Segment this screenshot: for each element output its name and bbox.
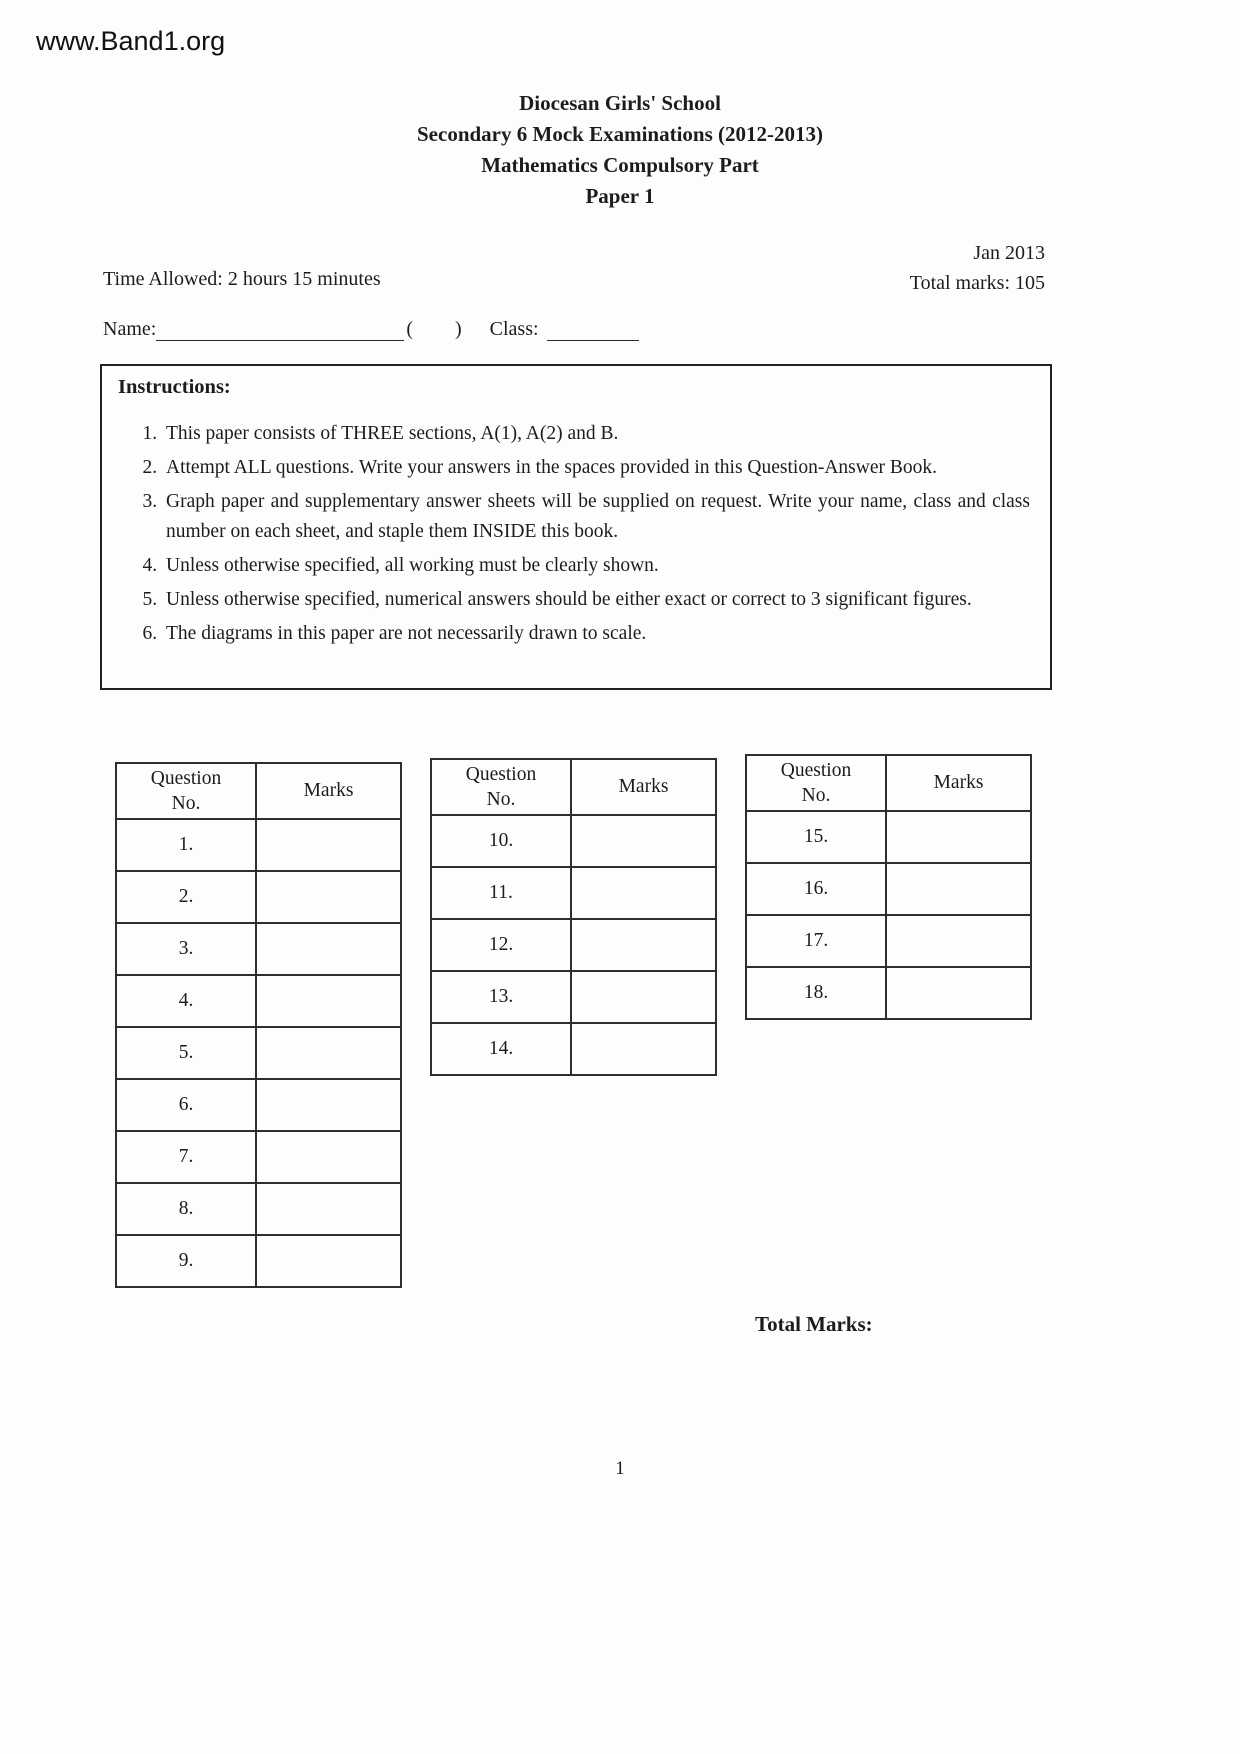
marks-cell — [886, 915, 1031, 967]
exam-meta — [910, 238, 1045, 298]
class-blank — [547, 319, 639, 341]
question-no-cell: 5. — [116, 1027, 256, 1079]
exam-date: Jan 2013 — [973, 242, 1045, 264]
marks-header: Marks — [886, 755, 1031, 811]
instruction-item: 2. Attempt ALL questions. Write your answers in the spaces provided in this Question-Answer Book. — [162, 453, 1030, 483]
table-row — [431, 919, 716, 971]
school-name: Diocesan Girls' School — [519, 91, 721, 115]
question-no-cell: 15. — [746, 811, 886, 863]
question-no-cell: 8. — [116, 1183, 256, 1235]
table-row — [116, 819, 401, 871]
table-row — [746, 967, 1031, 1019]
table-row — [116, 923, 401, 975]
question-no-cell: 18. — [746, 967, 886, 1019]
marks-cell — [256, 1027, 401, 1079]
instructions-box — [100, 364, 1052, 690]
question-no-cell: 10. — [431, 815, 571, 867]
exam-header — [0, 88, 1240, 212]
question-no-header: Question No. — [431, 759, 571, 815]
question-no-cell: 11. — [431, 867, 571, 919]
marks-table-3 — [745, 754, 1032, 1020]
paper-title: Paper 1 — [585, 184, 655, 208]
total-marks-info: Total marks: 105 — [909, 272, 1045, 294]
marks-cell — [256, 871, 401, 923]
question-no-cell: 12. — [431, 919, 571, 971]
question-no-cell: 1. — [116, 819, 256, 871]
marks-cell — [886, 967, 1031, 1019]
table-row — [431, 1023, 716, 1075]
instructions-title: Instructions: — [118, 376, 231, 398]
question-no-cell: 16. — [746, 863, 886, 915]
question-no-cell: 4. — [116, 975, 256, 1027]
name-class-line — [103, 318, 639, 341]
table-row — [431, 971, 716, 1023]
instruction-item: 4. Unless otherwise specified, all working must be clearly shown. — [162, 551, 1030, 581]
question-no-cell: 3. — [116, 923, 256, 975]
marks-header: Marks — [571, 759, 716, 815]
table-row — [116, 1027, 401, 1079]
instructions-list — [118, 419, 1030, 649]
marks-table-2 — [430, 758, 717, 1076]
table-row — [746, 863, 1031, 915]
table-row — [116, 975, 401, 1027]
table-row — [431, 815, 716, 867]
instruction-item: 6. The diagrams in this paper are not necessarily drawn to scale. — [162, 619, 1030, 649]
question-no-cell: 13. — [431, 971, 571, 1023]
question-no-cell: 14. — [431, 1023, 571, 1075]
question-no-cell: 17. — [746, 915, 886, 967]
marks-cell — [571, 867, 716, 919]
instruction-item: 3. Graph paper and supplementary answer sheets will be supplied on request. Write your name, class and class number on each sheet, and staple them INSIDE this book. — [162, 487, 1030, 547]
watermark-url: www.Band1.org — [36, 26, 226, 56]
table-row — [746, 915, 1031, 967]
class-number-paren-close: ) — [454, 318, 462, 340]
total-marks-label: Total Marks: — [755, 1312, 873, 1336]
table-row — [116, 871, 401, 923]
table-row — [746, 811, 1031, 863]
marks-cell — [571, 919, 716, 971]
table-row — [116, 1131, 401, 1183]
subject-title: Mathematics Compulsory Part — [481, 153, 759, 177]
table-header-row — [116, 763, 401, 819]
question-no-header: Question No. — [116, 763, 256, 819]
question-no-cell: 2. — [116, 871, 256, 923]
marks-cell — [256, 1235, 401, 1287]
marks-cell — [256, 819, 401, 871]
time-allowed: Time Allowed: 2 hours 15 minutes — [103, 268, 381, 290]
name-label: Name: — [103, 318, 157, 340]
table-header-row — [431, 759, 716, 815]
exam-title: Secondary 6 Mock Examinations (2012-2013) — [417, 122, 823, 146]
marks-cell — [571, 971, 716, 1023]
question-no-cell: 6. — [116, 1079, 256, 1131]
marks-cell — [256, 975, 401, 1027]
marks-cell — [256, 1131, 401, 1183]
table-row — [116, 1235, 401, 1287]
marks-table-1 — [115, 762, 402, 1288]
marks-cell — [571, 1023, 716, 1075]
marks-cell — [256, 1183, 401, 1235]
table-header-row — [746, 755, 1031, 811]
class-label: Class: — [489, 318, 539, 340]
name-blank — [156, 319, 404, 341]
instruction-item: 5. Unless otherwise specified, numerical answers should be either exact or correct to 3 significant figures. — [162, 585, 1030, 615]
marks-header: Marks — [256, 763, 401, 819]
instruction-item: 1. This paper consists of THREE sections, A(1), A(2) and B. — [162, 419, 1030, 449]
table-row — [116, 1183, 401, 1235]
question-no-cell: 9. — [116, 1235, 256, 1287]
table-row — [431, 867, 716, 919]
marks-cell — [256, 1079, 401, 1131]
marks-cell — [886, 863, 1031, 915]
table-row — [116, 1079, 401, 1131]
page-number: 1 — [615, 1458, 625, 1479]
marks-cell — [256, 923, 401, 975]
class-number-paren-open: ( — [406, 318, 413, 340]
marks-cell — [571, 815, 716, 867]
question-no-cell: 7. — [116, 1131, 256, 1183]
question-no-header: Question No. — [746, 755, 886, 811]
marks-cell — [886, 811, 1031, 863]
